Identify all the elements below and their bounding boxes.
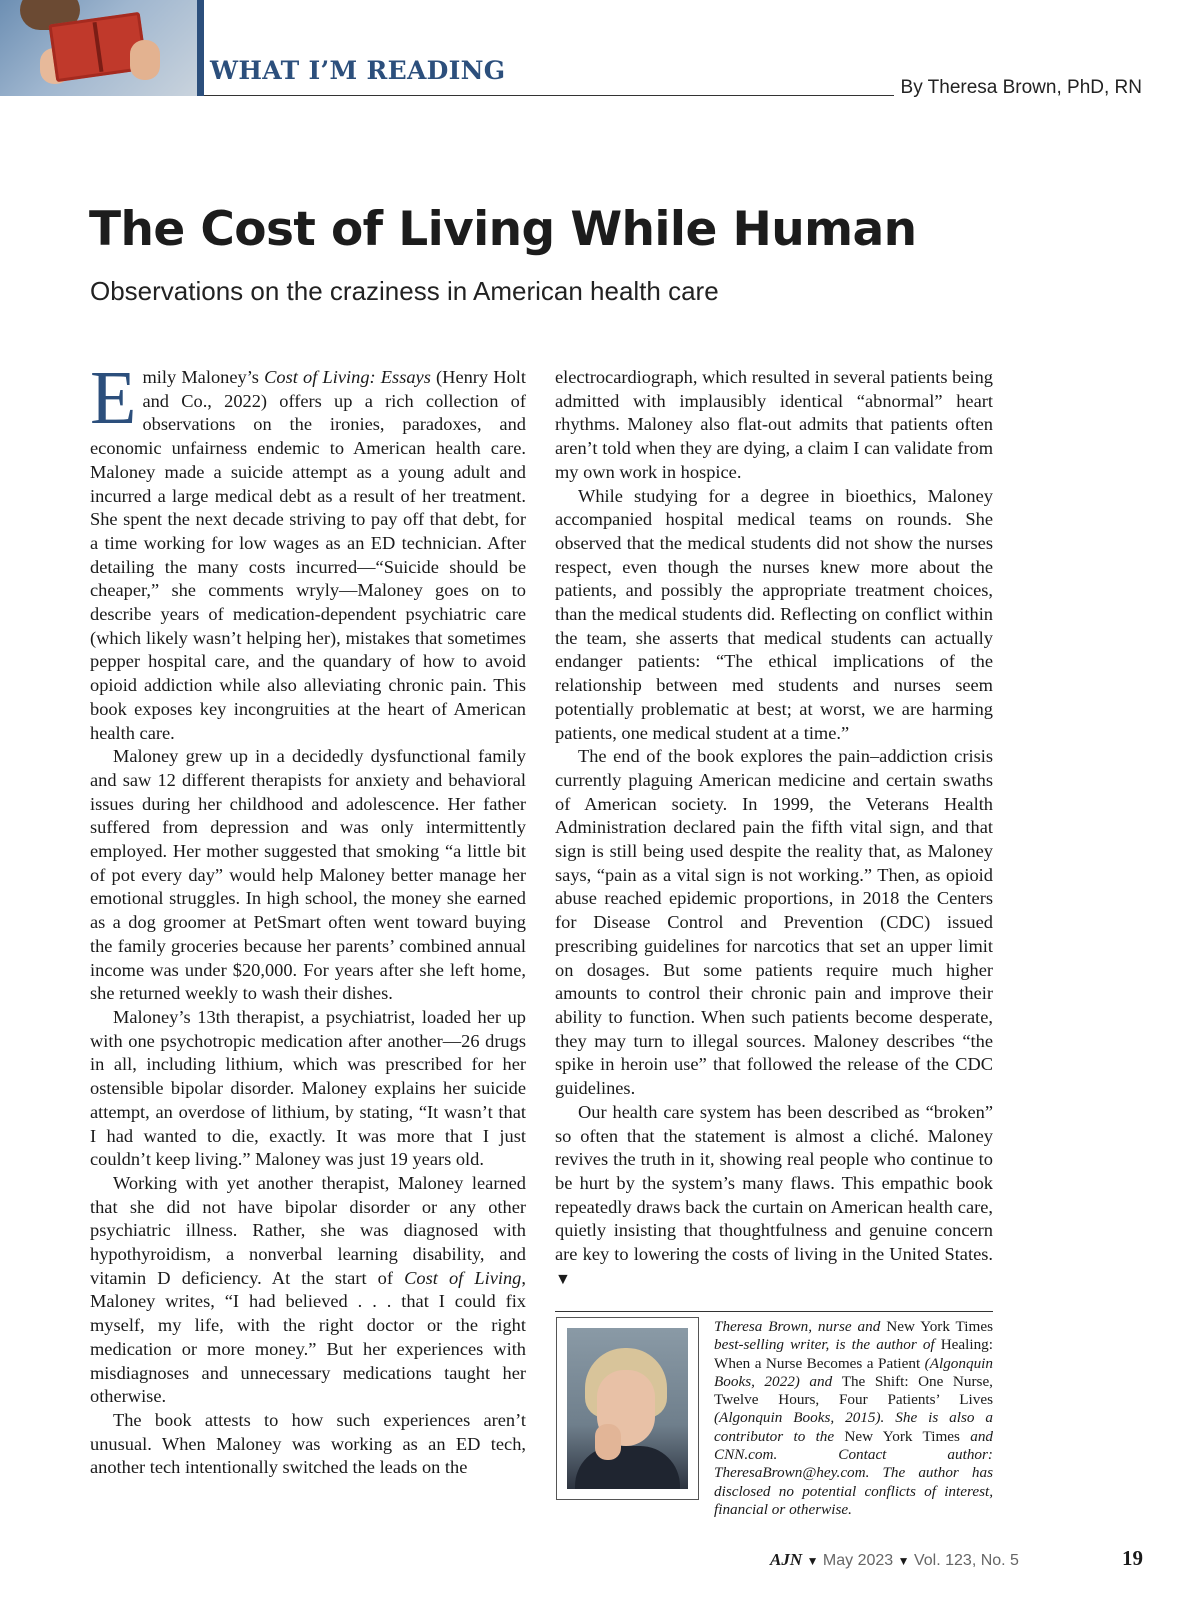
paragraph-2: Maloney grew up in a decidedly dysfunctional family and saw 12 different therapists for anxiety and behavioral issues during her childhood and adolescence. Her father suffered from depression and was only intermittently employed. Her mother suggested that smoking “a little bit of pot every day” would help Maloney better manage her emotional struggles. In high school, the money she earned as a dog groomer at PetSmart often went toward buying the family groceries because her parents’ combined annual income was under $20,000. For years after she left home, she returned weekly to wash their dishes. [90,746,526,1004]
paragraph-6: While studying for a degree in bioethics, Maloney accompanied hospital medical teams on rounds. She observed that the medical students did not show the nurses respect, even though the nurses knew more about the patients, and possibly the appropriate treatment choices, than the medical students did. Reflecting on conflict within the team, she asserts that medical students can actually endanger patients: “The ethical implications of the relationship between med students and nurses seem potentially problematic at best; at worst, we are harming patients, one medical student at a time.” [555,485,993,743]
author-bio [714,1318,993,1519]
end-triangle-icon: ▼ [555,1270,571,1288]
paragraph-7: The end of the book explores the pain–addiction crisis currently plaguing American medicine and certain swaths of American society. In 1999, the Veterans Health Administration declared pain the fifth vital sign, and that sign is still being used despite the reality that, as Maloney says, “pain as a vital sign is not working.” Then, as opioid abuse reached epidemic proportions, in 2018 the Centers for Disease Control and Prevention (CDC) issued prescribing guidelines for narcotics that set an upper limit on dosages. But some patients require much higher amounts to control their chronic pain and improve their ability to function. When such patients become desperate, they may turn to illegal sources. Maloney describes “the spike in heroin use” that followed the release of the CDC guidelines. [555,746,993,1099]
bio-rule [555,1311,993,1312]
paragraph-8 [555,1101,993,1292]
author-hand [595,1424,621,1460]
body-column-right [555,366,993,1291]
paragraph-5-continued: electrocardiograph, which resulted in several patients being admitted with implausibly identical “abnormal” heart rhythms. Maloney also flat-out admits that patients often aren’t told when they are dying, a claim I can validate from my own work in hospice. [555,367,993,482]
bio-text-2: best-selling writer, is the author of [714,1336,941,1354]
paragraph-3: Maloney’s 13th therapist, a psychiatrist, loaded her up with one psychotropic medication after another—26 drugs in all, including lithium, which was prescribed for her ostensible bipolar disorder. Maloney explains her suicide attempt, an overdose of lithium, by stating, “It wasn’t that I had wanted to die, exactly. It was more that I just couldn’t keep living.” Maloney was just 19 years old. [90,1006,526,1170]
bio-text-3: (Algonquin Books, 2022) and [714,1354,993,1390]
paragraph-8-text: Our health care system has been described as “broken” so often that the statement is almost a cliché. Maloney revives the truth in it, showing real people who continue to be hurt by the system’s many flaws. This empathic book repeatedly draws back the curtain on American health care, quietly insisting that thoughtfulness and genuine concern are key to lowering the costs of living in the United States. [555,1101,993,1265]
byline: By Theresa Brown, PhD, RN [900,77,1142,98]
book-title-ref: Cost of Living: Essays [264,367,431,387]
header-accent-bar [197,0,204,96]
paragraph-1-text-b: (Henry Holt and Co., 2022) offers up a rich collection of observations on the ironies, paradoxes, and economic unfairness endemic to American health care. Maloney made a suicide attempt as a young adult and incurred a large medical debt as a result of her treatment. She spent the next decade striving to pay off that debt, for a time working for low wages as an ED technician. After detailing the many costs incurred—“Suicide should be cheaper,” she comments wryly—Maloney goes on to describe years of medication-dependent psychiatric care (which likely wasn’t helping her), mistakes that sometimes pepper hospital care, and the quandary of how to avoid opioid addiction while also alleviating chronic pain. This book exposes key incongruities at the heart of American health care. [90,367,526,743]
bio-text-1: Theresa Brown, nurse and [714,1318,887,1335]
paragraph-4 [90,1172,526,1409]
drop-cap: E [90,356,137,440]
bio-text-4: (Algonquin Books, 2015). She is also a contributor to the [714,1409,993,1445]
bio-publication-2: New York Times [844,1427,960,1445]
footer-citation [770,1550,1019,1570]
paragraph-4-text-a: Working with yet another therapist, Maloney learned that she did not have bipolar disorder or any other psychiatric illness. Rather, she was diagnosed with hypothyroidism, a nonverbal learning disability, and vitamin D deficiency. At the start of [90,1172,526,1288]
paragraph-1 [90,356,526,745]
bio-book-1: Healing: When a Nurse Becomes a Patient [714,1336,993,1372]
article-title: The Cost of Living While Human [89,202,917,257]
header-rule [204,95,894,96]
author-photo-frame [556,1317,699,1500]
bio-text-5: and CNN.com. Contact author: TheresaBrown@hey.com. The author has disclosed no potential conflicts of interest, financial or otherwise. [714,1427,993,1518]
separator-triangle-icon: ▼ [806,1554,819,1568]
issue-date: May 2023 [822,1552,894,1569]
paragraph-5: The book attests to how such experiences aren’t unusual. When Maloney was working as an ED tech, another tech intentionally switched the leads on the [90,1409,526,1478]
page-number: 19 [1122,1546,1143,1570]
header-photo [0,0,197,96]
section-title: WHAT I’M READING [210,56,506,85]
author-photo [567,1328,688,1489]
separator-triangle-icon: ▼ [897,1554,910,1568]
bio-publication-1: New York Times [886,1318,993,1335]
article-subtitle: Observations on the craziness in American health care [90,276,719,306]
body-column-left [90,356,526,1480]
book-title-ref: Cost of Living [404,1267,522,1288]
author-body [575,1446,680,1489]
paragraph-1-text-a: mily Maloney’s [142,367,265,387]
photo-hand-right [130,40,160,80]
bio-book-2: The Shift: One Nurse, Twelve Hours, Four Patients’ Lives [714,1372,993,1409]
journal-name: AJN [770,1550,803,1569]
paragraph-4-text-b: , Maloney writes, “I had believed . . . that I could fix myself, my life, with the right doctor or the right medication or more money.” But her experiences with misdiagnoses and unnecessary medications taught her otherwise. [90,1267,526,1407]
issue-volume: Vol. 123, No. 5 [913,1552,1019,1569]
